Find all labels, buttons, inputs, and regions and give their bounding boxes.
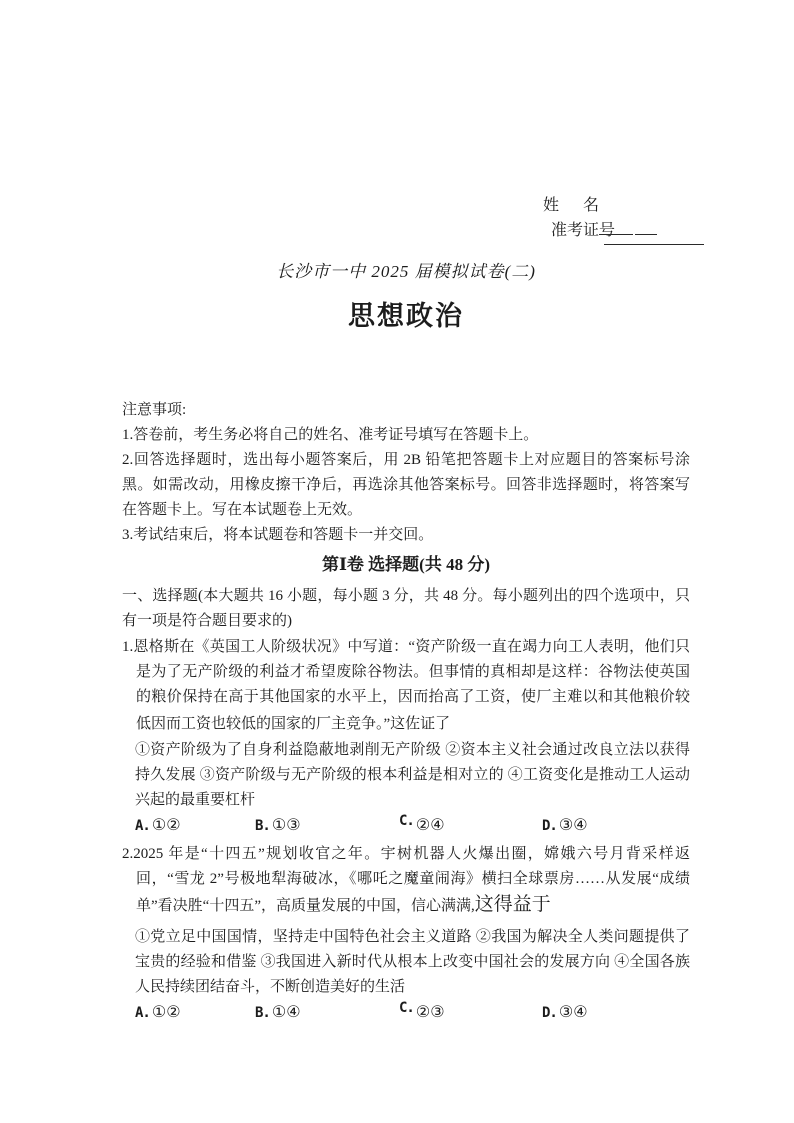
candidate-info-block [543, 194, 733, 243]
exam-title: 长沙市一中 2025 届模拟试卷(二) [276, 262, 536, 281]
question-1 [122, 635, 690, 839]
option-numbers: ①④ [271, 1004, 301, 1021]
option-numbers: ①③ [271, 817, 301, 834]
notice-heading: 注意事项: [122, 402, 187, 418]
notice-item-2: 2.回答选择题时，选出每小题答案后，用 2B 铅笔把答题卡上对应题目的答案标号涂黑。如需改动，用橡皮擦干净后，再选涂其他答案标号。回答非选择题时，将答案写在答题卡上。写在本试题卷上无效。 [122, 452, 690, 518]
option-numbers: ③④ [558, 817, 588, 834]
question-1-option-c [399, 813, 542, 839]
question-2-stem-text: 2.2025 年是“十四五”规划收官之年。宇树机器人火爆出圈，嫦娥六号月背采样返回，“雪龙 2”号极地犁海破冰，《哪吒之魔童闹海》横扫全球票房……从发展“成绩单”看决胜“十四五”，高质量发展的中国，信心满满, [122, 846, 690, 914]
question-2-stem [122, 842, 690, 919]
question-1-stem-text: 1.恩格斯在《英国工人阶级状况》中写道：“资产阶级一直在竭力向工人表明，他们只是为了无产阶级的利益才希望废除谷物法。但事情的真相却是这样：谷物法使英国的粮价保持在高于其他国家的水平上，因而抬高了工资，使厂主难以和其他粮价较低因而工资也较低的国家的厂主竞争。”这佐证了 [122, 639, 690, 732]
question-1-option-d [542, 813, 690, 839]
name-field [543, 194, 733, 218]
option-letter: B. [255, 818, 270, 834]
exam-id-dash [635, 225, 657, 235]
question-2-stem-emphasis: 这得益于 [474, 894, 551, 915]
option-numbers: ②④ [415, 817, 445, 834]
option-letter: C. [399, 1000, 414, 1016]
question-2-option-a [135, 1000, 255, 1026]
question-2 [122, 842, 690, 1026]
paper-body [122, 398, 690, 1029]
option-letter: D. [542, 1005, 557, 1021]
option-letter: A. [135, 1005, 150, 1021]
question-2-option-c [399, 1000, 542, 1026]
section-intro: 一、选择题(本大题共 16 小题，每小题 3 分，共 48 分。每小题列出的四个选项中，只有一项是符合题目要求的) [122, 588, 690, 629]
option-letter: B. [255, 1005, 270, 1021]
question-1-options-row [122, 813, 690, 839]
notice-item-3: 3.考试结束后，将本试题卷和答题卡一并交回。 [122, 527, 434, 543]
option-numbers: ②③ [415, 1004, 445, 1021]
notice-item-1: 1.答卷前，考生务必将自己的姓名、准考证号填写在答题卡上。 [122, 427, 539, 443]
option-numbers: ①② [151, 817, 181, 834]
blank-fill-line [604, 244, 704, 245]
subject-title: 思想政治 [348, 301, 464, 331]
question-1-stem [122, 635, 690, 737]
name-label-right: 名 [583, 197, 602, 214]
option-letter: D. [542, 818, 557, 834]
name-label-left: 姓 [543, 197, 562, 214]
question-1-option-a [135, 813, 255, 839]
question-1-option-b [255, 813, 399, 839]
exam-id-label: 准考证号 [551, 222, 616, 239]
option-numbers: ①② [151, 1004, 181, 1021]
option-letter: A. [135, 818, 150, 834]
question-2-options-row [122, 1000, 690, 1026]
question-2-statements: ①党立足中国国情，坚持走中国特色社会主义道路 ②我国为解决全人类问题提供了宝贵的经验和借鉴 ③我国进入新时代从根本上改变中国社会的发展方向 ④全国各族人民持续团结奋斗，不断创造美好的生活 [135, 929, 690, 995]
exam-id-field [543, 219, 733, 243]
section-heading: 第Ⅰ卷 选择题(共 48 分) [321, 555, 491, 574]
question-2-option-d [542, 1000, 690, 1026]
exam-id-blank-underline [599, 220, 633, 235]
question-2-option-b [255, 1000, 399, 1026]
question-1-statements: ①资产阶级为了自身利益隐蔽地剥削无产阶级 ②资本主义社会通过改良立法以获得持久发展 ③资产阶级与无产阶级的根本利益是相对立的 ④工资变化是推动工人运动兴起的最重要杠杆 [135, 742, 690, 808]
option-letter: C. [399, 813, 414, 829]
option-numbers: ③④ [558, 1004, 588, 1021]
